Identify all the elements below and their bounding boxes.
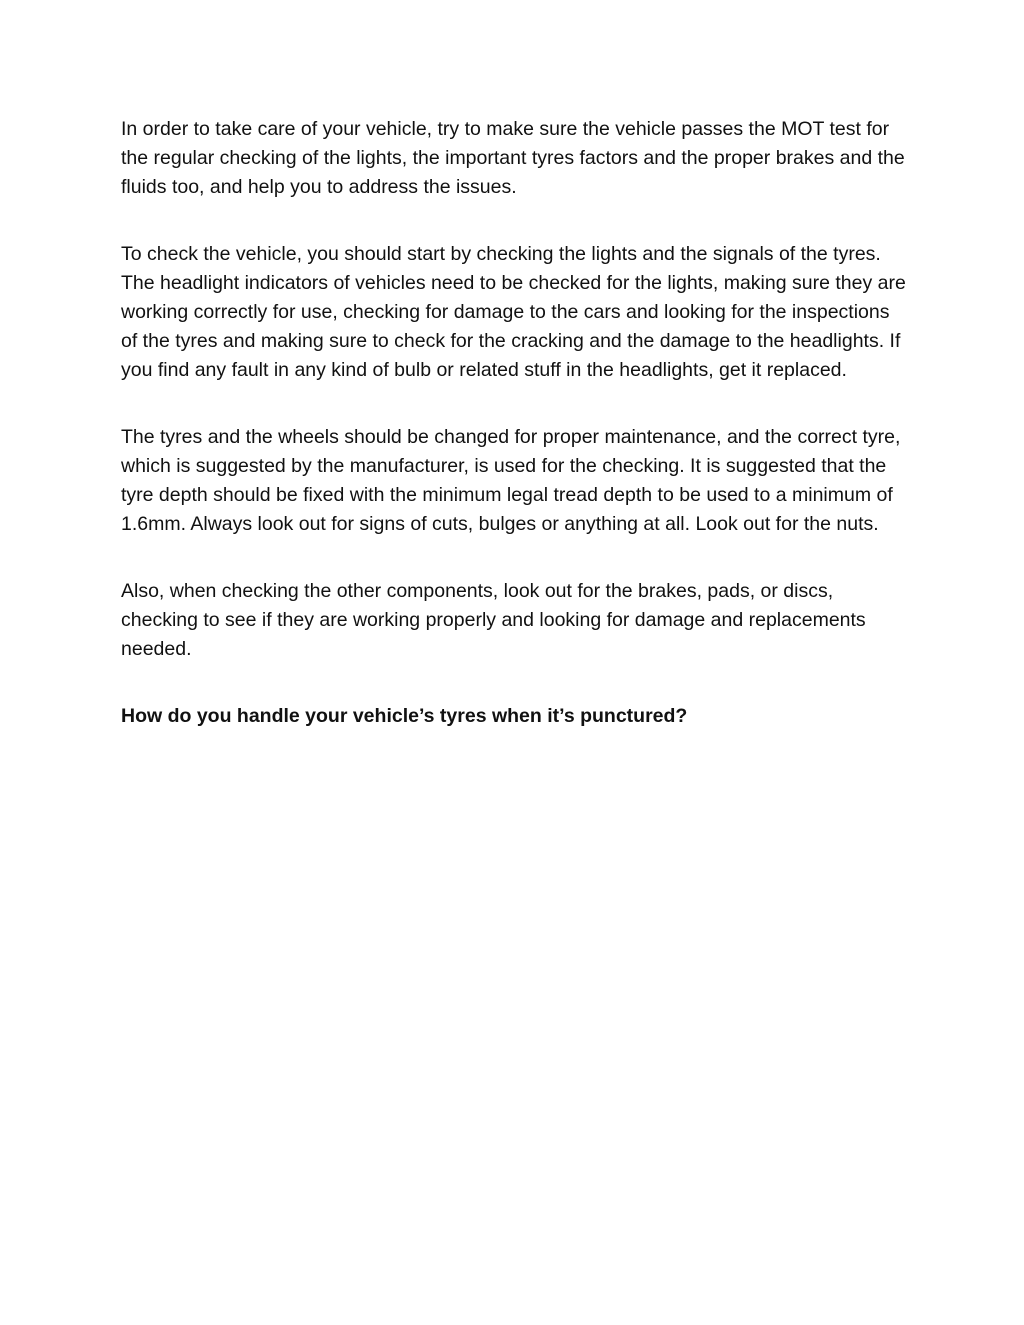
paragraph-other-components: Also, when checking the other components, look out for the brakes, pads, or discs, checking to see if they are working properly and looking for damage and replacements needed. [121, 580, 866, 660]
paragraph-mot-test: In order to take care of your vehicle, try to make sure the vehicle passes the MOT test for the regular checking of the lights, the important tyres factors and the proper brakes and the fluids too, and help you to address the issues. [121, 118, 905, 198]
document-body [121, 115, 911, 769]
paragraph-tyres-wheels: The tyres and the wheels should be changed for proper maintenance, and the correct tyre, which is suggested by the manufacturer, is used for the checking. It is suggested that the tyre depth should be fixed with the minimum legal tread depth to be used to a minimum of 1.6mm. Always look out for signs of cuts, bulges or anything at all. Look out for the nuts. [121, 426, 901, 535]
paragraph-check-lights: To check the vehicle, you should start by checking the lights and the signals of the tyres. The headlight indicators of vehicles need to be checked for the lights, making sure they are working correctly for use, checking for damage to the cars and looking for the inspections of the tyres and making sure to check for the cracking and the damage to the headlights. If you find any fault in any kind of bulb or related stuff in the headlights, get it replaced. [121, 243, 906, 381]
section-heading: How do you handle your vehicle’s tyres when it’s punctured? [121, 705, 688, 727]
